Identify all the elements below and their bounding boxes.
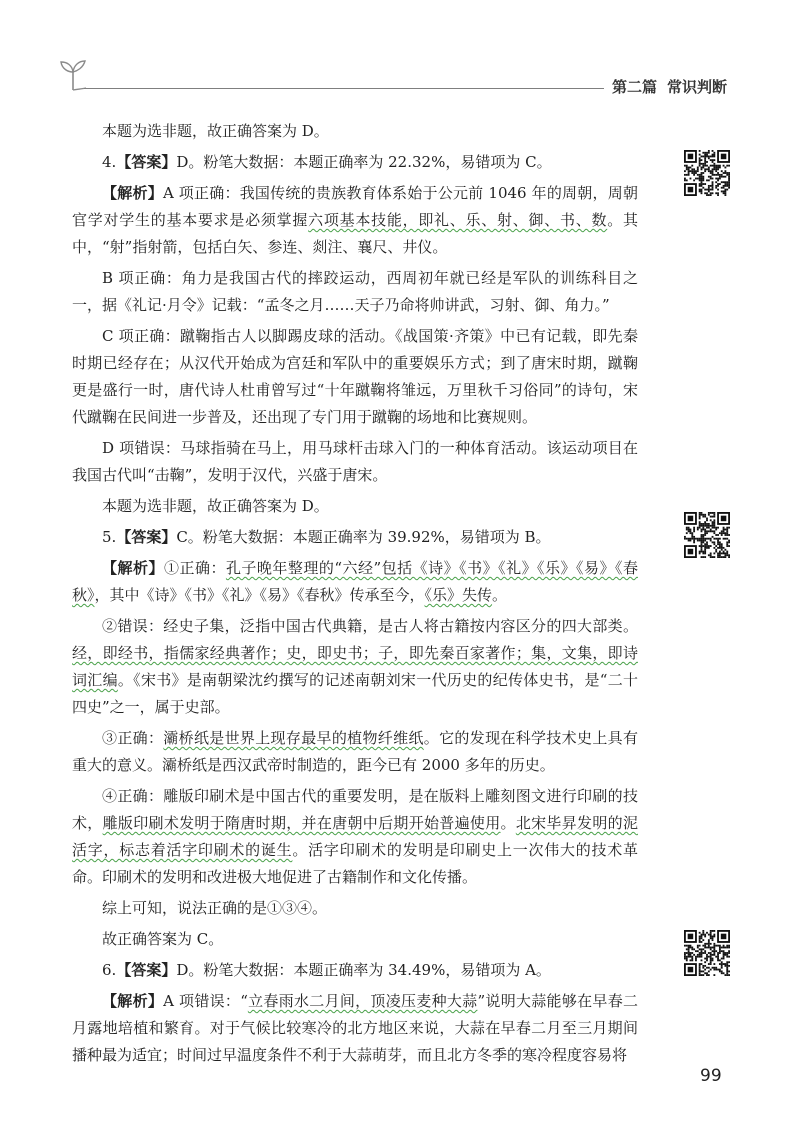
answer-label: 【答案】 (116, 961, 177, 979)
answer-line-6: 6.【答案】D。粉笔大数据：本题正确率为 34.49%，易错项为 A。 (102, 961, 551, 979)
analysis-paragraph: 【解析】A 项正确：我国传统的贵族教育体系始于公元前 1046 年的周朝，周朝官学对学生的基本要求是必须掌握六项基本技能，即礼、乐、射、御、书、数。其中，“射”指射箭，包括白矢、参连、剡注、襄尺、井仪。 (72, 184, 638, 256)
key-point: 灞桥纸是世界上现存最早的植物纤维纸 (163, 729, 424, 747)
paragraph: 故正确答案为 C。 (102, 930, 224, 948)
key-point: 雕版印刷术发明于隋唐时期，并在唐朝中后期开始普遍使用 (102, 814, 501, 832)
qr-code-icon[interactable] (684, 512, 730, 558)
paragraph: B 项正确：角力是我国古代的摔跤运动，西周初年就已经是军队的训练科目之一，据《礼记·月令》记载：“孟冬之月……天子乃命将帅讲武，习射、御、角力。” (72, 269, 638, 314)
question-number: 6. (102, 961, 117, 979)
qr-code-icon[interactable] (684, 930, 730, 976)
paragraph: 本题为选非题，故正确答案为 D。 (102, 497, 329, 515)
paragraph: D 项错误：马球指骑在马上，用马球杆击球入门的一种体育活动。该运动项目在我国古代叫“击鞠”，发明于汉代，兴盛于唐宋。 (72, 439, 638, 484)
section-label: 常识判断 (667, 78, 728, 96)
paragraph: ③正确：灞桥纸是世界上现存最早的植物纤维纸。它的发现在科学技术史上具有重大的意义。灞桥纸是西汉武帝时制造的，距今已有 2000 多年的历史。 (72, 729, 638, 774)
answer-label: 【答案】 (116, 153, 177, 171)
analysis-paragraph: 【解析】A 项错误：“立春雨水二月间，顶凌压麦种大蒜”说明大蒜能够在早春二月露地培植和繁育。对于气候比较寒冷的北方地区来说，大蒜在早春二月至三月期间播种最为适宜；时间过早温度条件不利于大蒜萌芽，而且北方冬季的寒冷程度容易将 (72, 992, 638, 1064)
answer-line-4: 4.【答案】D。粉笔大数据：本题正确率为 22.32%，易错项为 C。 (102, 153, 552, 171)
question-number: 4. (102, 153, 117, 171)
analysis-paragraph: 【解析】①正确：孔子晚年整理的“六经”包括《诗》《书》《礼》《乐》《易》《春秋》，其中《诗》《书》《礼》《易》《春秋》传承至今，《乐》失传。 (72, 559, 638, 604)
page-header (0, 0, 800, 110)
sprout-icon (58, 58, 88, 92)
key-point: 《乐》失传 (424, 586, 493, 604)
paragraph: ④正确：雕版印刷术是中国古代的重要发明，是在版料上雕刻图文进行印刷的技术，雕版印刷术发明于隋唐时期，并在唐朝中后期开始普遍使用。北宋毕昇发明的泥活字，标志着活字印刷术的诞生。活字印刷术的发明是印刷史上一次伟大的技术革命。印刷术的发明和改进极大地促进了古籍制作和文化传播。 (72, 787, 638, 886)
page-number: 99 (700, 1066, 722, 1086)
key-point: 孔子晚年整理的“六经”包括《诗》《书》《礼》《乐》《易》《春秋》 (72, 559, 638, 604)
key-point: 经，即经书，指儒家经典著作；史，即史书；子，即先秦百家著作；集，文集，即诗词汇编 (72, 644, 638, 689)
key-point: 六项基本技能，即礼、乐、射、御、书、数 (308, 211, 608, 229)
answer-explanations (72, 118, 638, 1073)
key-point: 立春雨水二月间，顶凌压麦种大蒜 (247, 992, 478, 1010)
paragraph: 本题为选非题，故正确答案为 D。 (102, 122, 329, 140)
question-number: 5. (102, 528, 117, 546)
header-rule (84, 88, 604, 89)
paragraph: 综上可知，说法正确的是①③④。 (102, 899, 328, 917)
analysis-label: 【解析】 (102, 559, 164, 577)
analysis-label: 【解析】 (102, 992, 164, 1010)
paragraph: ②错误：经史子集，泛指中国古代典籍，是古人将古籍按内容区分的四大部类。经，即经书，指儒家经典著作；史，即史书；子，即先秦百家著作；集，文集，即诗词汇编。《宋书》是南朝梁沈约撰写的记述南朝刘宋一代历史的纪传体史书，是“二十四史”之一，属于史部。 (72, 617, 638, 716)
answer-label: 【答案】 (116, 528, 177, 546)
part-label: 第二篇 (612, 78, 658, 96)
analysis-label: 【解析】 (102, 184, 163, 202)
key-point: 北宋毕昇发明的泥活字，标志着活字印刷术的诞生 (72, 814, 638, 859)
answer-line-5: 5.【答案】C。粉笔大数据：本题正确率为 39.92%，易错项为 B。 (102, 528, 551, 546)
paragraph: C 项正确：蹴鞠指古人以脚踢皮球的活动。《战国策·齐策》中已有记载，即先秦时期已经存在；从汉代开始成为宫廷和军队中的重要娱乐方式；到了唐宋时期，蹴鞠更是盛行一时，唐代诗人杜甫曾写过“十年蹴鞠将雏远，万里秋千习俗同”的诗句，宋代蹴鞠在民间进一步普及，还出现了专门用于蹴鞠的场地和比赛规则。 (72, 327, 638, 426)
section-title (612, 76, 727, 97)
qr-code-icon[interactable] (684, 150, 730, 196)
